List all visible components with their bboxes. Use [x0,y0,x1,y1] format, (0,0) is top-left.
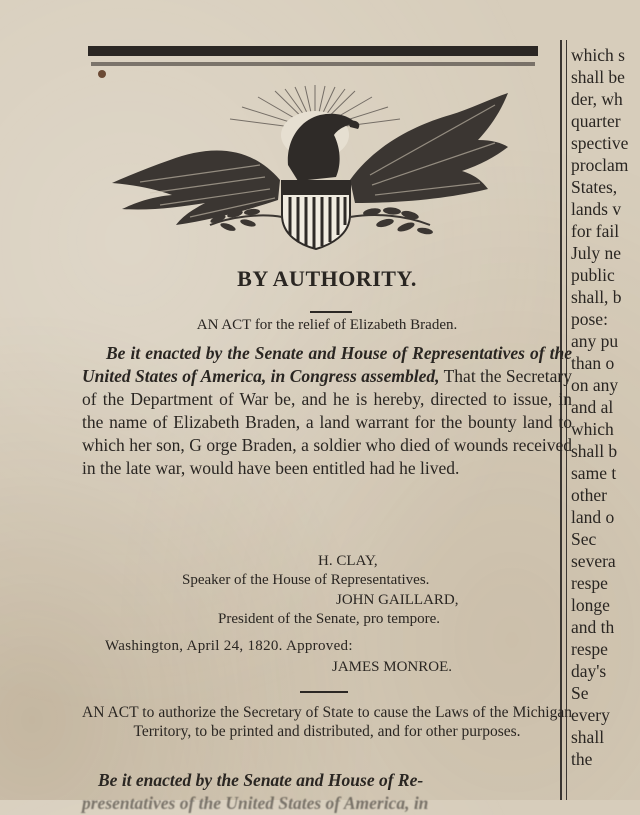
speaker-name: H. CLAY, [318,553,378,569]
column-line: Sec [571,529,597,549]
act-title: AN ACT for the relief of Elizabeth Braden. [196,317,458,333]
column-line: respe [571,639,608,659]
column-line: Se [571,683,589,703]
column-line: spective [571,133,629,153]
column-line: same t [571,463,617,483]
column-line: quarter [571,111,621,131]
speaker-title: Speaker of the House of Representatives. [182,572,430,588]
top-rule [88,46,538,56]
short-rule [300,691,348,693]
column-line: proclam [571,155,629,175]
column-line: every [571,705,610,725]
column-line: which s [571,45,625,65]
approval-line: Washington, April 24, 1820. Approved: [105,638,353,654]
column-line: pose: [571,309,608,329]
column-line: and al [571,397,614,417]
column-line: der, wh [571,89,623,109]
column-line: any pu [571,331,619,351]
act-text: That the Secretary of the Department of War be, and he is hereby, directed to issue, in the name of Elizabeth Braden, a land warrant for the bounty land to which her son, G orge Braden, a soldier who died of wounds received in the late war, would have been entitled had he lived. [82,366,572,478]
adjacent-column [571,44,640,770]
eagle-emblem-icon [110,85,510,250]
column-line: shall, b [571,287,622,307]
column-line: than o [571,353,615,373]
column-line: which [571,419,614,439]
president-name: JOHN GAILLARD, [336,592,459,608]
section-heading: BY AUTHORITY. [237,266,417,291]
column-line: longe [571,595,610,615]
second-act-enacting-clause: Be it enacted by the Senate and House of Re- [98,770,424,790]
president-title: President of the Senate, pro tempore. [218,611,441,627]
column-line: shall [571,727,605,747]
column-line: July ne [571,243,622,263]
second-act-cutoff-line: presentatives of the United States of America, in [82,793,429,813]
enacting-clause: Be it enacted by the Senate and House of Representatives of the United States of America, in Congress assembled, [82,343,572,386]
column-line: States, [571,177,618,197]
column-line: for fail [571,221,620,241]
column-line: the [571,749,593,769]
approver-name: JAMES MONROE. [332,659,453,675]
short-rule [310,311,352,313]
ink-speck [98,70,106,78]
act-body [82,342,572,480]
column-line: other [571,485,607,505]
column-line: respe [571,573,608,593]
second-act-title: AN ACT to authorize the Secretary of State to cause the Laws of the Michigan Territory, to be printed and distributed, and for other purposes. [82,704,572,740]
column-line: and th [571,617,615,637]
column-line: land o [571,507,615,527]
column-line: public [571,265,615,285]
column-line: shall be [571,67,625,87]
column-line: day's [571,661,607,681]
column-line: lands v [571,199,622,219]
column-line: on any [571,375,619,395]
column-line: severa [571,551,616,571]
column-line: shall b [571,441,618,461]
